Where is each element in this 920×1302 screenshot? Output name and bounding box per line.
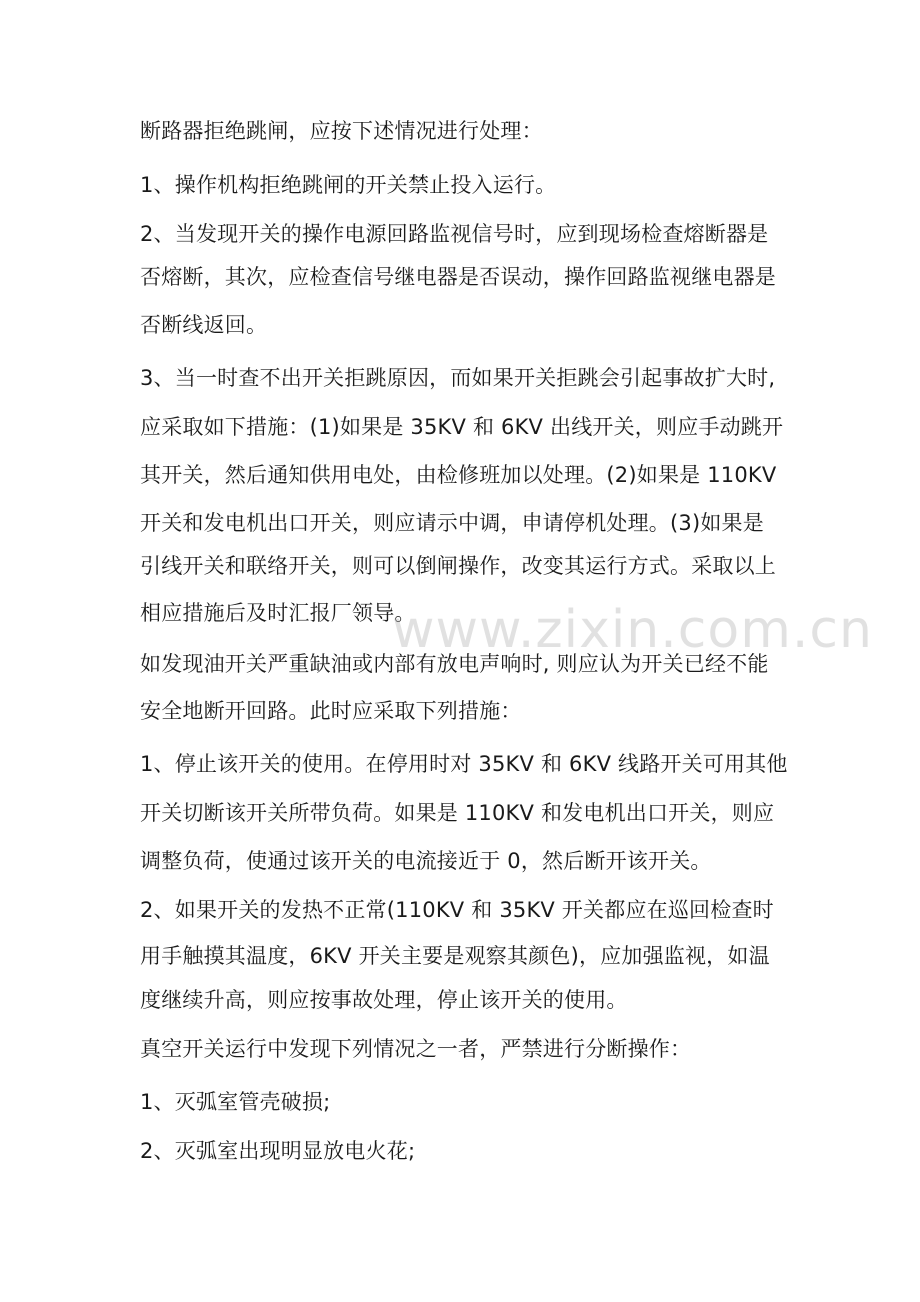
text-line: 安全地断开回路。此时应采取下列措施：: [140, 699, 522, 723]
text-line: 真空开关运行中发现下列情况之一者，严禁进行分断操作：: [140, 1037, 692, 1061]
text-line: 断路器拒绝跳闸，应按下述情况进行处理：: [140, 119, 543, 143]
text-line: 调整负荷，使通过该开关的电流接近于 0，然后断开该开关。: [140, 849, 712, 873]
text-line: 如发现油开关严重缺油或内部有放电声响时, 则应认为开关已经不能: [140, 652, 769, 676]
text-line: 否断线返回。: [140, 313, 268, 337]
text-line: 开关切断该开关所带负荷。如果是 110KV 和发电机出口开关，则应: [140, 801, 775, 825]
text-line: 度继续升高，则应按事故处理，停止该开关的使用。: [140, 988, 628, 1012]
text-line: 用手触摸其温度，6KV 开关主要是观察其颜色)，应加强监视，如温: [140, 944, 770, 968]
text-line: 1、灭弧室管壳破损;: [140, 1090, 331, 1114]
text-line: 2、如果开关的发热不正常(110KV 和 35KV 开关都应在巡回检查时: [140, 898, 774, 922]
text-line: 相应措施后及时汇报厂领导。: [140, 601, 416, 625]
text-line: 1、操作机构拒绝跳闸的开关禁止投入运行。: [140, 173, 557, 197]
text-line: 其开关，然后通知供用电处，由检修班加以处理。(2)如果是 110KV: [140, 463, 777, 487]
text-line: 2、灭弧室出现明显放电火花;: [140, 1139, 416, 1163]
watermark: www.zixin.com.cn: [392, 600, 873, 660]
text-line: 1、停止该开关的使用。在停用时对 35KV 和 6KV 线路开关可用其他: [140, 752, 788, 776]
text-line: 否熔断，其次，应检查信号继电器是否误动，操作回路监视继电器是: [140, 265, 776, 289]
text-line: 开关和发电机出口开关，则应请示中调，申请停机处理。(3)如果是: [140, 511, 764, 535]
text-line: 3、当一时查不出开关拒跳原因，而如果开关拒跳会引起事故扩大时,: [140, 366, 776, 390]
text-line: 2、当发现开关的操作电源回路监视信号时，应到现场检查熔断器是: [140, 222, 769, 246]
text-line: 引线开关和联络开关，则可以倒闸操作，改变其运行方式。采取以上: [140, 554, 776, 578]
text-line: 应采取如下措施：(1)如果是 35KV 和 6KV 出线开关，则应手动跳开: [140, 415, 784, 439]
